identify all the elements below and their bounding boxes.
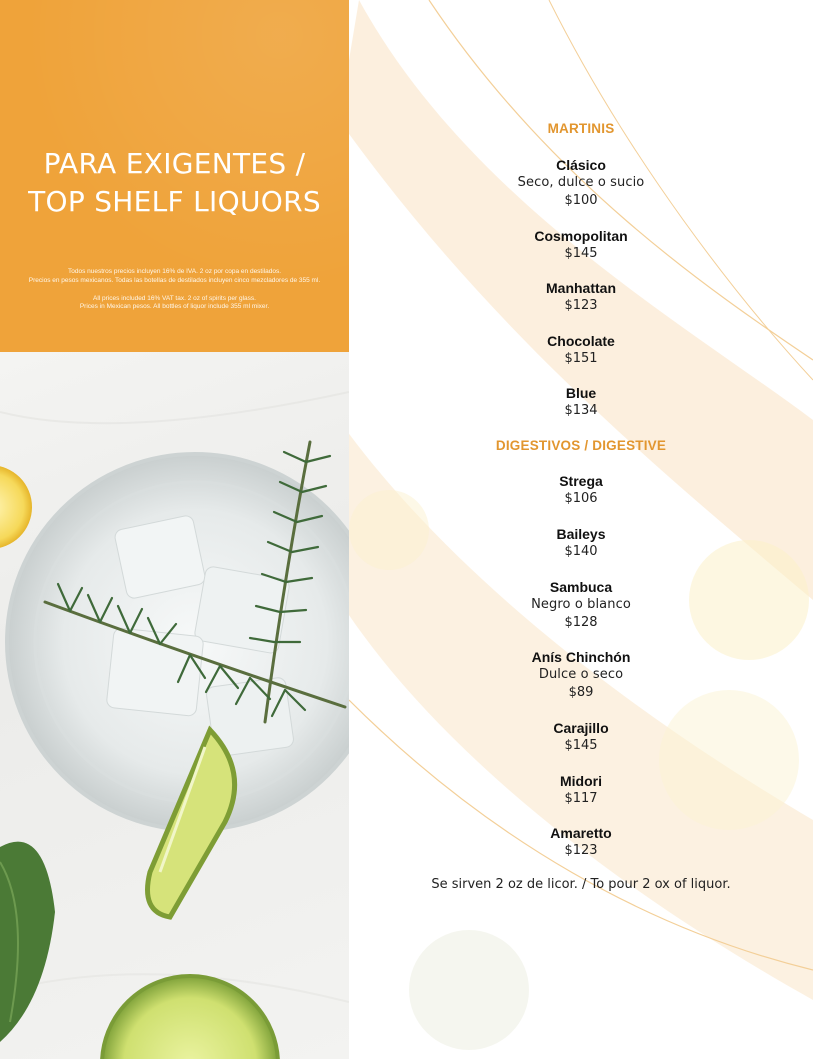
menu-item-baileys [349, 525, 813, 561]
pour-size-note: Se sirven 2 oz de licor. / To pour 2 ox of liquor. [431, 877, 731, 892]
price-note-en-line: All prices included 16% VAT tax. 2 oz of spirits per glass. [93, 294, 256, 302]
price-note-en-line: Prices in Mexican pesos. All bottles of liquor include 355 ml mixer. [79, 303, 270, 311]
item-description: Seco, dulce o sucio [517, 175, 645, 190]
menu-item-cosmopolitan [349, 227, 813, 263]
page-title [0, 145, 349, 221]
item-price: $134 [564, 403, 598, 418]
menu-item-chocolate [349, 332, 813, 368]
menu-item-clasico [349, 156, 813, 209]
item-name: Strega [559, 473, 603, 489]
menu-item-anis-chinchon [349, 648, 813, 701]
page-title-line-1: PARA EXIGENTES / [43, 147, 306, 180]
menu-item-strega [349, 472, 813, 508]
item-name: Anís Chinchón [531, 649, 631, 665]
menu-item-carajillo [349, 719, 813, 755]
price-note-english [20, 295, 329, 313]
page-title-line-2: TOP SHELF LIQUORS [28, 185, 321, 218]
menu-item-blue [349, 384, 813, 420]
item-description: Negro o blanco [531, 597, 631, 612]
price-note-es-line: Precios en pesos mexicanos. Todas las botellas de destilados incluyen cinco mezcladores de 355 ml. [28, 276, 321, 284]
item-name: Amaretto [550, 825, 612, 841]
item-name: Manhattan [546, 280, 616, 296]
item-price: $123 [564, 843, 598, 858]
item-name: Cosmopolitan [534, 228, 628, 244]
item-price: $128 [564, 614, 598, 630]
cocktail-illustration [0, 352, 349, 1059]
title-panel [0, 0, 349, 352]
price-note-spanish [20, 268, 329, 286]
price-notes [20, 268, 329, 321]
left-column [0, 0, 349, 1059]
item-name: Blue [565, 385, 597, 401]
lime-slice [102, 976, 278, 1059]
item-name: Sambuca [549, 579, 613, 595]
menu-item-manhattan [349, 279, 813, 315]
section-title-martinis: MARTINIS [547, 121, 615, 136]
menu-item-midori [349, 772, 813, 808]
item-price: $106 [564, 491, 598, 506]
price-note-es-line: Todos nuestros precios incluyen 16% de IVA. 2 oz por copa en destilados. [67, 268, 282, 275]
drink-menu [349, 0, 813, 1059]
item-price: $117 [564, 791, 598, 806]
item-name: Midori [560, 773, 602, 789]
item-name: Baileys [556, 526, 606, 542]
item-price: $100 [564, 192, 598, 208]
cocktail-photo [0, 352, 349, 1059]
section-title-digestivos: DIGESTIVOS / DIGESTIVE [495, 438, 667, 453]
item-name: Chocolate [547, 333, 615, 349]
item-price: $145 [564, 738, 598, 753]
item-price: $123 [564, 298, 598, 313]
menu-column [349, 0, 813, 1059]
menu-item-sambuca [349, 578, 813, 631]
item-description: Dulce o seco [538, 667, 624, 682]
mint-leaf [0, 842, 55, 1042]
item-name: Carajillo [553, 720, 609, 736]
lemon-slice [0, 465, 32, 549]
item-name: Clásico [556, 157, 606, 173]
item-price: $140 [564, 544, 598, 559]
item-price: $145 [564, 246, 598, 261]
item-price: $151 [564, 351, 598, 366]
item-price: $89 [568, 684, 594, 700]
menu-item-amaretto [349, 824, 813, 860]
